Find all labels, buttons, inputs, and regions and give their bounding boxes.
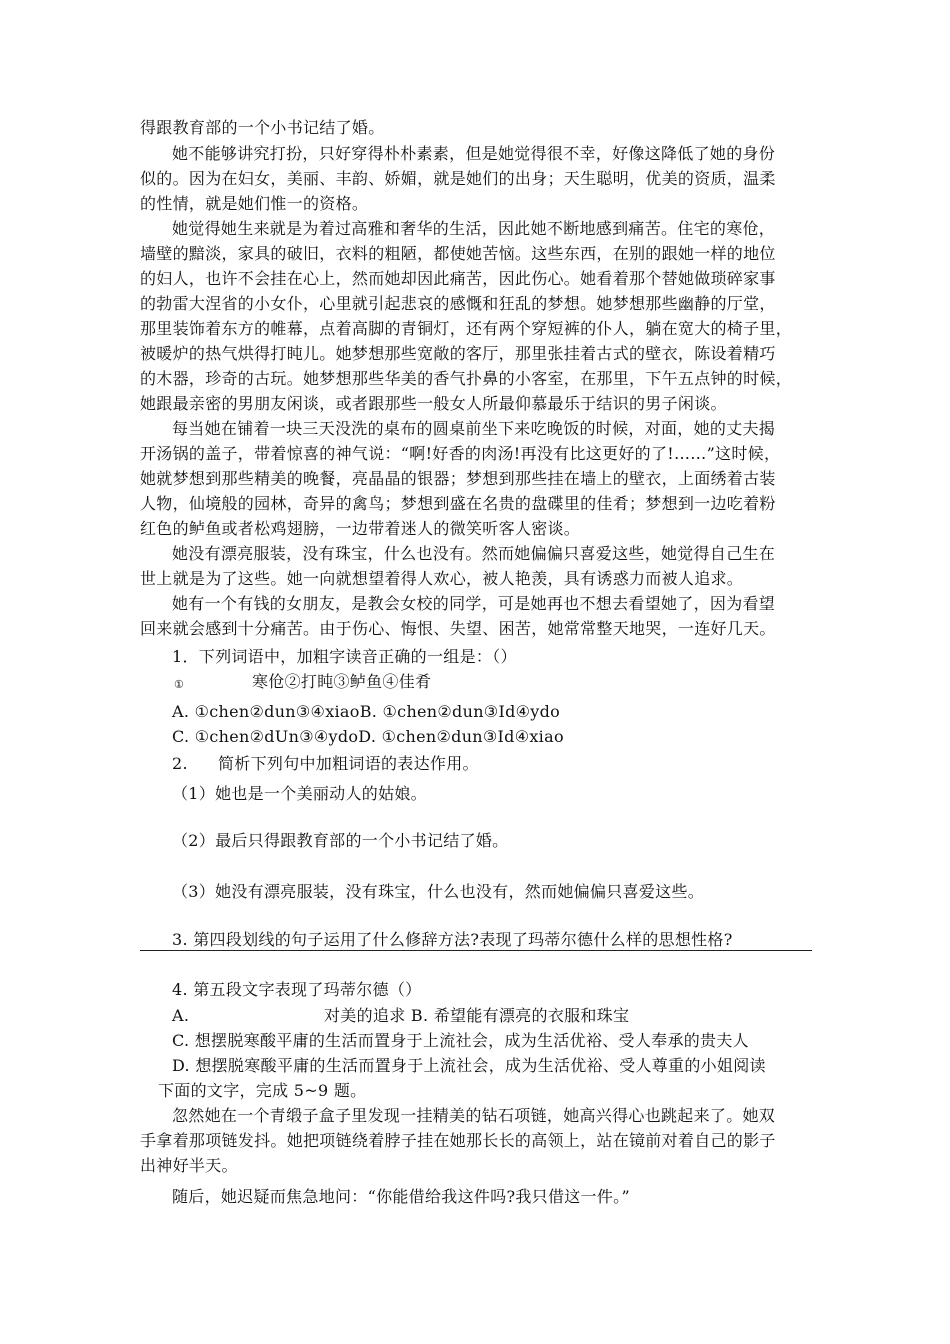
- question-2-item: （2）最后只得跟教育部的一个小书记结了婚。: [172, 831, 509, 850]
- text-line: 她就梦想到那些精美的晚餐，亮晶晶的银器；梦想到那些挂在墙上的壁衣，上面绣着古装: [140, 469, 776, 488]
- paragraph-start: 每当她在铺着一块三天没洗的桌布的圆桌前坐下来吃晚饭的时候，对面，她的丈夫揭: [172, 419, 776, 438]
- paragraph-start: 随后，她迟疑而焦急地问：“你能借给我这件吗?我只借这一件。”: [172, 1187, 630, 1206]
- answer-line: [140, 950, 812, 951]
- paragraph-start: 她有一个有钱的女朋友，是教会女校的同学，可是她再也不想去看望她了，因为看望: [172, 594, 776, 613]
- question-4-option-a-label: A.: [172, 1006, 190, 1025]
- text-line: 她跟最亲密的男朋友闲谈，或者跟那些一般女人所最仰慕最乐于结识的男子闲谈。: [140, 394, 727, 413]
- question-4: 4. 第五段文字表现了玛蒂尔德（）: [172, 980, 422, 999]
- text-line: 开汤锅的盖子，带着惊喜的神气说：“啊!好香的肉汤!再没有比这更好的了!……”这时候，: [140, 444, 781, 463]
- text-line: 那里装饰着东方的帷幕，点着高脚的青铜灯，还有两个穿短裤的仆人，躺在宽大的椅子里，: [140, 319, 793, 338]
- paragraph-start: 忽然她在一个青缎子盒子里发现一挂精美的钻石项链，她高兴得心也跳起来了。她双: [172, 1106, 776, 1125]
- question-4-option-c: C. 想摆脱寒酸平庸的生活而置身于上流社会，成为生活优裕、受人奉承的贵夫人: [172, 1031, 749, 1050]
- text-line: 的勃雷大涅省的小女仆，心里就引起悲哀的感慨和狂乱的梦想。她梦想那些幽静的厅堂，: [140, 294, 776, 313]
- question-1: 1．下列词语中，加粗字读音正确的一组是：（）: [172, 647, 517, 666]
- text-line: 红色的鲈鱼或者松鸡翅膀，一边带着迷人的微笑听客人密谈。: [140, 519, 581, 538]
- paragraph-start: 她没有漂亮服装，没有珠宝，什么也没有。然而她偏偏只喜爱这些，她觉得自己生在: [172, 544, 776, 563]
- paragraph-start: 她觉得她生来就是为着过高雅和奢华的生活，因此她不断地感到痛苦。住宅的寒伧，: [172, 219, 776, 238]
- question-3: 3. 第四段划线的句子运用了什么修辞方法?表现了玛蒂尔德什么样的思想性格?: [172, 930, 733, 949]
- text-line: 的妇人，也许不会挂在心上，然而她却因此痛苦，因此伤心。她看着那个替她做琐碎家事: [140, 269, 776, 288]
- question-2: 简析下列句中加粗词语的表达作用。: [218, 754, 479, 773]
- question-1-words: 寒伧②打盹③鲈鱼④佳肴: [252, 672, 432, 691]
- question-2-item: （1）她也是一个美丽动人的姑娘。: [172, 784, 427, 803]
- question-2-number: 2.: [172, 754, 188, 773]
- text-line: 墙壁的黯淡，家具的破旧，衣料的粗陋，都使她苦恼。这些东西，在别的跟她一样的地位: [140, 244, 776, 263]
- text-line: 的木器，珍奇的古玩。她梦想那些华美的香气扑鼻的小客室，在那里，下午五点钟的时候，: [140, 369, 793, 388]
- question-4-option-ab: 对美的追求 B. 希望能有漂亮的衣服和珠宝: [324, 1006, 630, 1025]
- paragraph-start: 她不能够讲究打扮，只好穿得朴朴素素，但是她觉得很不幸，好像这降低了她的身份: [172, 144, 776, 163]
- text-line: 似的。因为在妇女，美丽、丰韵、娇媚，就是她们的出身；天生聪明，优美的资质，温柔: [140, 169, 776, 188]
- question-1-options-ab: A. ①chen②dun③④xiaoB. ①chen②dun③Id④ydo: [172, 702, 561, 721]
- question-1-marker: ①: [174, 678, 185, 691]
- reading-instruction: 下面的文字，完成 5~9 题。: [158, 1081, 367, 1100]
- question-4-option-d: D. 想摆脱寒酸平庸的生活而置身于上流社会，成为生活优裕、受人尊重的小姐阅读: [172, 1056, 766, 1075]
- text-line: 手拿着那项链发抖。她把项链绕着脖子挂在她那长长的高领上，站在镜前对着自己的影子: [140, 1131, 776, 1150]
- question-1-options-cd: C. ①chen②dUn③④ydoD. ①chen②dun③Id④xiao: [172, 727, 564, 746]
- question-2-item: （3）她没有漂亮服装，没有珠宝，什么也没有，然而她偏偏只喜爱这些。: [172, 882, 705, 901]
- text-line: 的性情，就是她们惟一的资格。: [140, 194, 369, 213]
- text-line: 人物，仙境般的园林，奇异的禽鸟；梦想到盛在名贵的盘碟里的佳肴；梦想到一边吃着粉: [140, 494, 776, 513]
- text-line: 被暖炉的热气烘得打盹儿。她梦想那些宽敞的客厅，那里张挂着古式的壁衣，陈设着精巧: [140, 344, 776, 363]
- text-line: 得跟教育部的一个小书记结了婚。: [140, 118, 385, 137]
- text-line: 世上就是为了这些。她一向就想望着得人欢心，被人艳羡，具有诱惑力而被人追求。: [140, 569, 744, 588]
- text-line: 回来就会感到十分痛苦。由于伤心、悔恨、失望、困苦，她常常整天地哭，一连好几天。: [140, 619, 776, 638]
- text-line: 出神好半天。: [140, 1156, 238, 1175]
